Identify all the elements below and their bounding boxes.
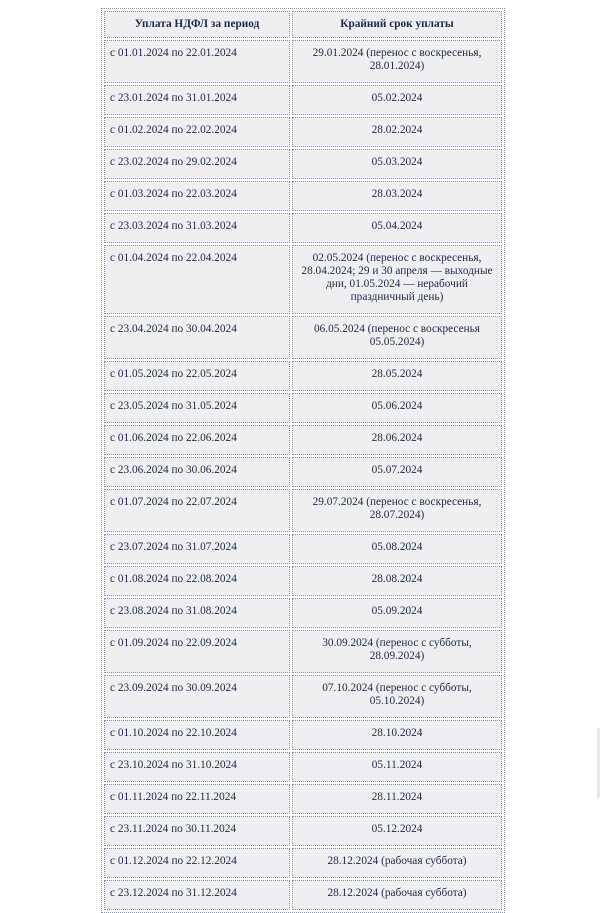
period-cell: с 23.06.2024 по 30.06.2024 xyxy=(104,457,290,487)
table-row xyxy=(104,784,502,814)
table-row xyxy=(104,752,502,782)
table-row xyxy=(104,598,502,628)
deadline-cell: 28.12.2024 (рабочая суббота) xyxy=(292,848,502,878)
deadline-cell: 02.05.2024 (перенос с воскресенья, 28.04.2024; 29 и 30 апреля — выходные дни, 01.05.2024 — нерабочий праздничный день) xyxy=(292,245,502,314)
deadline-cell: 28.03.2024 xyxy=(292,181,502,211)
deadline-cell: 28.05.2024 xyxy=(292,361,502,391)
deadline-cell: 05.06.2024 xyxy=(292,393,502,423)
deadline-cell: 05.09.2024 xyxy=(292,598,502,628)
deadline-cell: 05.03.2024 xyxy=(292,149,502,179)
table-row xyxy=(104,393,502,423)
period-cell: с 23.07.2024 по 31.07.2024 xyxy=(104,534,290,564)
header-deadline: Крайний срок уплаты xyxy=(292,11,502,38)
table-row xyxy=(104,880,502,910)
table-row xyxy=(104,457,502,487)
table-row xyxy=(104,181,502,211)
table-row xyxy=(104,534,502,564)
table-row xyxy=(104,816,502,846)
period-cell: с 01.11.2024 по 22.11.2024 xyxy=(104,784,290,814)
period-cell: с 23.02.2024 по 29.02.2024 xyxy=(104,149,290,179)
table-row xyxy=(104,848,502,878)
table-row xyxy=(104,117,502,147)
deadline-cell: 28.11.2024 xyxy=(292,784,502,814)
table-row xyxy=(104,566,502,596)
period-cell: с 01.04.2024 по 22.04.2024 xyxy=(104,245,290,314)
period-cell: с 01.08.2024 по 22.08.2024 xyxy=(104,566,290,596)
deadline-cell: 05.07.2024 xyxy=(292,457,502,487)
deadline-cell: 29.07.2024 (перенос с воскресенья, 28.07.2024) xyxy=(292,489,502,532)
table-row xyxy=(104,630,502,673)
period-cell: с 23.04.2024 по 30.04.2024 xyxy=(104,316,290,359)
deadline-cell: 07.10.2024 (перенос с субботы, 05.10.2024) xyxy=(292,675,502,718)
table-row xyxy=(104,425,502,455)
deadline-cell: 28.02.2024 xyxy=(292,117,502,147)
table-row xyxy=(104,245,502,314)
deadline-cell: 29.01.2024 (перенос с воскресенья, 28.01.2024) xyxy=(292,40,502,83)
deadline-cell: 05.04.2024 xyxy=(292,213,502,243)
period-cell: с 23.08.2024 по 31.08.2024 xyxy=(104,598,290,628)
period-cell: с 01.01.2024 по 22.01.2024 xyxy=(104,40,290,83)
deadline-cell: 05.02.2024 xyxy=(292,85,502,115)
period-cell: с 23.05.2024 по 31.05.2024 xyxy=(104,393,290,423)
table-row xyxy=(104,361,502,391)
table-header-row xyxy=(104,11,502,38)
period-cell: с 01.05.2024 по 22.05.2024 xyxy=(104,361,290,391)
table-row xyxy=(104,675,502,718)
deadline-cell: 28.12.2024 (рабочая суббота) xyxy=(292,880,502,910)
period-cell: с 01.12.2024 по 22.12.2024 xyxy=(104,848,290,878)
period-cell: с 01.09.2024 по 22.09.2024 xyxy=(104,630,290,673)
header-period: Уплата НДФЛ за период xyxy=(104,11,290,38)
period-cell: с 01.10.2024 по 22.10.2024 xyxy=(104,720,290,750)
deadline-cell: 06.05.2024 (перенос с воскресенья 05.05.2024) xyxy=(292,316,502,359)
deadline-cell: 28.06.2024 xyxy=(292,425,502,455)
period-cell: с 23.01.2024 по 31.01.2024 xyxy=(104,85,290,115)
table-row xyxy=(104,316,502,359)
table-row xyxy=(104,85,502,115)
deadline-cell: 28.08.2024 xyxy=(292,566,502,596)
period-cell: с 23.09.2024 по 30.09.2024 xyxy=(104,675,290,718)
period-cell: с 01.02.2024 по 22.02.2024 xyxy=(104,117,290,147)
deadline-cell: 05.08.2024 xyxy=(292,534,502,564)
ndfl-deadlines-table xyxy=(101,8,505,913)
period-cell: с 01.06.2024 по 22.06.2024 xyxy=(104,425,290,455)
deadline-cell: 05.11.2024 xyxy=(292,752,502,782)
ndfl-deadlines-table-wrapper xyxy=(101,8,503,913)
period-cell: с 01.03.2024 по 22.03.2024 xyxy=(104,181,290,211)
period-cell: с 23.12.2024 по 31.12.2024 xyxy=(104,880,290,910)
period-cell: с 01.07.2024 по 22.07.2024 xyxy=(104,489,290,532)
period-cell: с 23.03.2024 по 31.03.2024 xyxy=(104,213,290,243)
deadline-cell: 05.12.2024 xyxy=(292,816,502,846)
deadline-cell: 30.09.2024 (перенос с субботы, 28.09.2024) xyxy=(292,630,502,673)
table-row xyxy=(104,149,502,179)
table-row xyxy=(104,213,502,243)
table-row xyxy=(104,489,502,532)
period-cell: с 23.11.2024 по 30.11.2024 xyxy=(104,816,290,846)
table-row xyxy=(104,40,502,83)
table-row xyxy=(104,720,502,750)
period-cell: с 23.10.2024 по 31.10.2024 xyxy=(104,752,290,782)
deadline-cell: 28.10.2024 xyxy=(292,720,502,750)
